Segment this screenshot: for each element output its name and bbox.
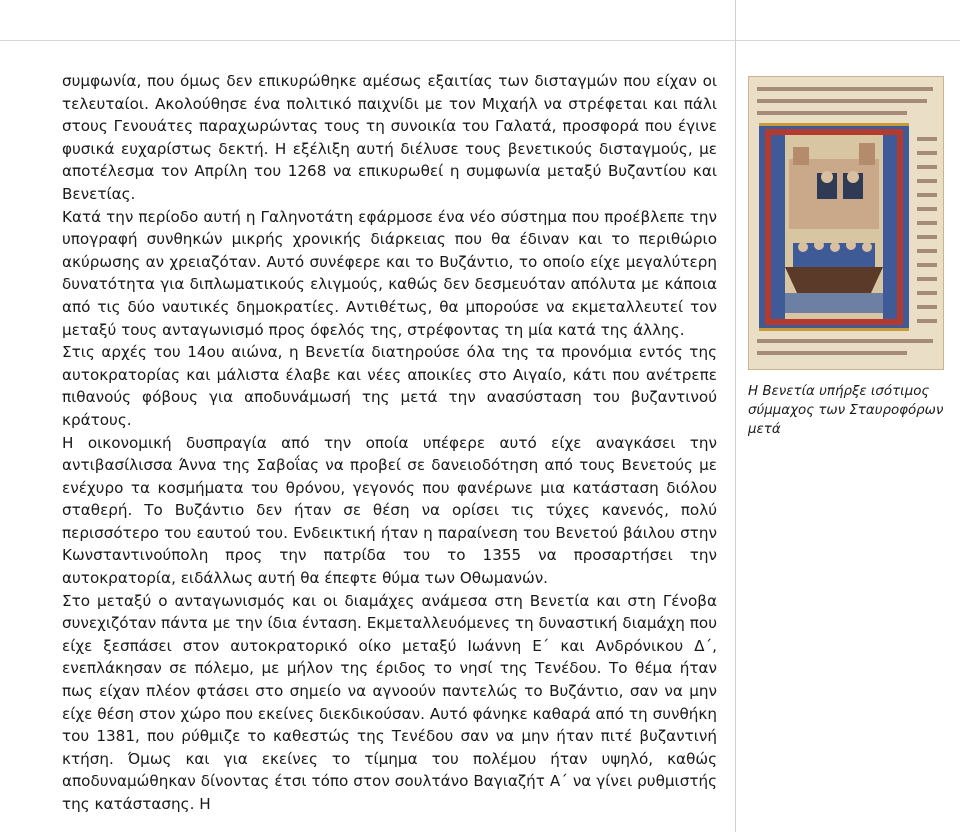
main-text-column: [62, 70, 717, 816]
illuminated-manuscript-image: [748, 76, 944, 370]
header-rule: [0, 40, 960, 41]
paragraph-1: συμφωνία, που όμως δεν επικυρώθηκε αμέσως εξαιτίας των δισταγμών που είχαν οι τελευταίοι. Ακολούθησε ένα πολιτικό παιχνίδι με τον Μιχαήλ να στρέφεται και πάλι στους Γενουάτες παραχωρώντας τους τη συνοικία του Γαλατά, προσφορά που έγινε φυσικά ευχαρίστως δεκτή. Η εξέλιξη αυτή διέλυσε τους βενετικούς δισταγμούς, με αποτέλεσμα τον Απρίλη του 1268 να επικυρωθεί η συμφωνία μεταξύ Βυζαντίου και Βενετίας.: [62, 72, 717, 203]
paragraph-2: Κατά την περίοδο αυτή η Γαληνοτάτη εφάρμοσε ένα νέο σύστημα που προέβλεπε την υπογραφή συνθηκών μικρής χρονικής διάρκειας που θα έδιναν και το περιθώριο ακύρωσης αν χρειαζόταν. Αυτό συνέφερε και το Βυζάντιο, το οποίο είχε μεγαλύτερη δυνατότητα για διπλωματικούς ελιγμούς, καθώς δεν δεσμευόταν απόλυτα με κάποια από τις δύο ναυτικές δημοκρατίες. Αντιθέτως, θα μπορούσε να εκμεταλλευτεί τον μεταξύ τους ανταγωνισμό προς όφελός της, στρέφοντας τη μία κατά της άλλης.: [62, 207, 717, 339]
column-divider: [735, 0, 736, 832]
paragraph-3: Στις αρχές του 14ου αιώνα, η Βενετία διατηρούσε όλα της τα προνόμια εντός της αυτοκρατορίας και μάλιστα έλαβε και νέες αποικίες στο Αιγαίο, κάτι που ανέτρεπε πιθανούς φόβους για αποδυνάμωσή της μετά την ανασύσταση του βυζαντινού κράτους.: [62, 343, 717, 429]
manuscript-illustration: [749, 77, 943, 369]
image-caption: Η Βενετία υπήρξε ισότιμος σύμμαχος των Σταυροφόρων μετά: [748, 384, 944, 437]
paragraph-4: Η οικονομική δυσπραγία από την οποία υπέφερε αυτό είχε αναγκάσει την αντιβασίλισσα Άννα της Σαβοΐας να προβεί σε δανειοδότηση από τους Βενετούς με ενέχυρο τα κοσμήματα του θρόνου, γεγονός που φανέρωνε μια κατάσταση διόλου σταθερή. Το Βυζάντιο δεν ήταν σε θέση να ορίσει τις τύχες κανενός, πολύ περισσότερο του εαυτού του. Ενδεικτική ήταν η παραίνεση του Βενετού βάιλου στην Κωνσταντινούπολη προς την πατρίδα του το 1355 να προσαρτήσει την αυτοκρατορία, ειδάλλως αυτή θα έπεφτε θύμα των Οθωμανών.: [62, 433, 717, 588]
paragraph-5: Στο μεταξύ ο ανταγωνισμός και οι διαμάχες ανάμεσα στη Βενετία και στη Γένοβα συνεχιζόταν πάντα με την ίδια ένταση. Εκμεταλλευόμενες τη δυναστική διαμάχη που είχε ξεσπάσει στον αυτοκρατορικό οίκο μεταξύ Ιωάννη Ε΄ και Ανδρόνικου Δ΄, ενεπλάκησαν σε πόλεμο, με μήλον της έριδος το νησί της Τενέδου. Το θέμα ήταν πως είχαν πλέον φτάσει στο σημείο να αγνοούν παντελώς το Βυζάντιο, σαν να μην είχε θέση στον χώρο που εκείνες διεκδικούσαν. Αυτό φάνηκε καθαρά από τη συνθήκη του 1381, που ρύθμιζε το καθεστώς της Τενέδου σαν να μην ήταν πιτέ βυζαντινή κτήση. Όμως και για εκείνες το τίμημα του πολέμου ήταν υψηλό, καθώς αποδυναμώθηκαν δίνοντας έτσι τόπο στον σουλτάνο Βαγιαζήτ Α΄ να γίνει ρυθμιστής της κατάστασης. Η: [62, 591, 717, 813]
